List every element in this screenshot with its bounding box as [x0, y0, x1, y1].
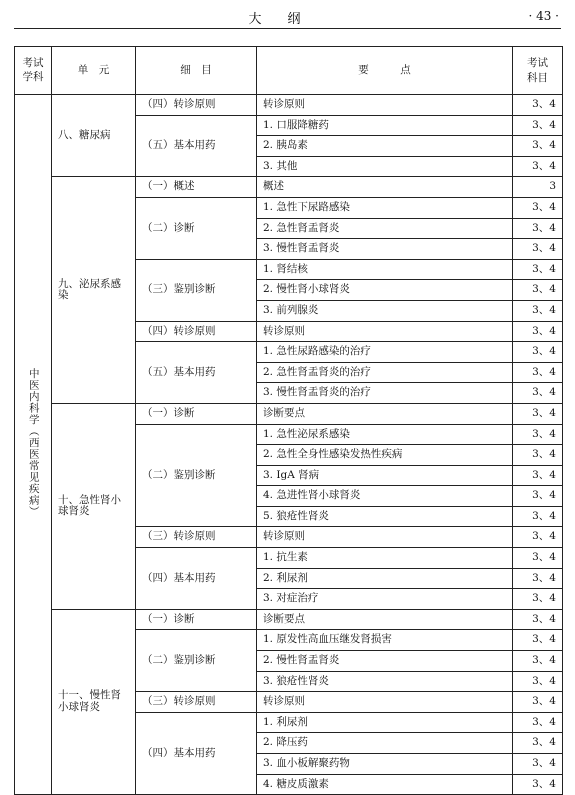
point-cell: 转诊原则	[257, 692, 513, 713]
point-cell: 3. 慢性肾盂肾炎	[257, 239, 513, 260]
point-cell: 1. 急性下尿路感染	[257, 197, 513, 218]
point-cell: 3. 其他	[257, 156, 513, 177]
table-row	[15, 609, 563, 630]
category-cell: （四）基本用药	[136, 712, 257, 794]
level-cell: 3、4	[513, 115, 563, 136]
point-cell: 3. 慢性肾盂肾炎的治疗	[257, 383, 513, 404]
level-cell: 3	[513, 177, 563, 198]
category-cell: （一）概述	[136, 177, 257, 198]
point-cell: 转诊原则	[257, 527, 513, 548]
level-cell: 3、4	[513, 95, 563, 116]
category-cell: （四）转诊原则	[136, 321, 257, 342]
level-cell: 3、4	[513, 486, 563, 507]
level-cell: 3、4	[513, 712, 563, 733]
level-cell: 3、4	[513, 424, 563, 445]
point-cell: 2. 胰岛素	[257, 136, 513, 157]
level-cell: 3、4	[513, 589, 563, 610]
table-row	[15, 403, 563, 424]
header-unit: 单 元	[52, 47, 136, 95]
point-cell: 3. 对症治疗	[257, 589, 513, 610]
category-cell: （二）鉴别诊断	[136, 424, 257, 527]
point-cell: 1. 抗生素	[257, 548, 513, 569]
unit-cell: 九、泌尿系感染	[52, 177, 136, 404]
header-category: 细 目	[136, 47, 257, 95]
level-cell: 3、4	[513, 280, 563, 301]
level-cell: 3、4	[513, 321, 563, 342]
header-subject: 考试学科	[15, 47, 52, 95]
category-cell: （五）基本用药	[136, 115, 257, 177]
category-cell: （二）诊断	[136, 197, 257, 259]
level-cell: 3、4	[513, 445, 563, 466]
point-cell: 4. 急进性肾小球肾炎	[257, 486, 513, 507]
level-cell: 3、4	[513, 609, 563, 630]
level-cell: 3、4	[513, 197, 563, 218]
table-body	[15, 95, 563, 795]
unit-cell: 八、糖尿病	[52, 95, 136, 177]
point-cell: 2. 急性全身性感染发热性疾病	[257, 445, 513, 466]
level-cell: 3、4	[513, 754, 563, 775]
level-cell: 3、4	[513, 136, 563, 157]
header-level: 考试科目	[513, 47, 563, 95]
point-cell: 转诊原则	[257, 321, 513, 342]
page-title: 大纲	[248, 12, 327, 27]
level-cell: 3、4	[513, 362, 563, 383]
point-cell: 诊断要点	[257, 403, 513, 424]
category-cell: （三）转诊原则	[136, 527, 257, 548]
level-cell: 3、4	[513, 774, 563, 795]
category-cell: （一）诊断	[136, 403, 257, 424]
category-cell: （三）鉴别诊断	[136, 259, 257, 321]
category-cell: （三）转诊原则	[136, 692, 257, 713]
unit-cell: 十一、慢性肾小球肾炎	[52, 609, 136, 794]
category-cell: （一）诊断	[136, 609, 257, 630]
category-cell: （四）转诊原则	[136, 95, 257, 116]
category-cell: （四）基本用药	[136, 548, 257, 610]
point-cell: 1. 利尿剂	[257, 712, 513, 733]
point-cell: 2. 降压药	[257, 733, 513, 754]
level-cell: 3、4	[513, 651, 563, 672]
point-cell: 3. IgA 肾病	[257, 465, 513, 486]
level-cell: 3、4	[513, 692, 563, 713]
level-cell: 3、4	[513, 630, 563, 651]
level-cell: 3、4	[513, 259, 563, 280]
table-row	[15, 95, 563, 116]
point-cell: 2. 利尿剂	[257, 568, 513, 589]
level-cell: 3、4	[513, 300, 563, 321]
level-cell: 3、4	[513, 506, 563, 527]
level-cell: 3、4	[513, 342, 563, 363]
point-cell: 2. 急性肾盂肾炎的治疗	[257, 362, 513, 383]
level-cell: 3、4	[513, 403, 563, 424]
page-header	[0, 0, 575, 30]
table-header-row	[15, 47, 563, 95]
point-cell: 3. 前列腺炎	[257, 300, 513, 321]
level-cell: 3、4	[513, 671, 563, 692]
point-cell: 2. 急性肾盂肾炎	[257, 218, 513, 239]
level-cell: 3、4	[513, 383, 563, 404]
unit-cell: 十、急性肾小球肾炎	[52, 403, 136, 609]
point-cell: 1. 原发性高血压继发肾损害	[257, 630, 513, 651]
point-cell: 诊断要点	[257, 609, 513, 630]
point-cell: 1. 肾结核	[257, 259, 513, 280]
point-cell: 1. 口服降糖药	[257, 115, 513, 136]
point-cell: 2. 慢性肾盂肾炎	[257, 651, 513, 672]
header-rule	[14, 28, 561, 29]
level-cell: 3、4	[513, 548, 563, 569]
point-cell: 1. 急性尿路感染的治疗	[257, 342, 513, 363]
point-cell: 3. 血小板解聚药物	[257, 754, 513, 775]
table-row	[15, 177, 563, 198]
level-cell: 3、4	[513, 568, 563, 589]
category-cell: （五）基本用药	[136, 342, 257, 404]
level-cell: 3、4	[513, 239, 563, 260]
subject-cell: 中医内科学（西医常见疾病）	[15, 95, 52, 795]
point-cell: 概述	[257, 177, 513, 198]
level-cell: 3、4	[513, 733, 563, 754]
level-cell: 3、4	[513, 465, 563, 486]
point-cell: 2. 慢性肾小球肾炎	[257, 280, 513, 301]
point-cell: 4. 糖皮质激素	[257, 774, 513, 795]
category-cell: （二）鉴别诊断	[136, 630, 257, 692]
point-cell: 1. 急性泌尿系感染	[257, 424, 513, 445]
level-cell: 3、4	[513, 527, 563, 548]
header-points: 要 点	[257, 47, 513, 95]
syllabus-table	[14, 46, 563, 795]
point-cell: 5. 狼疮性肾炎	[257, 506, 513, 527]
page-number: · 43 ·	[528, 9, 559, 23]
point-cell: 转诊原则	[257, 95, 513, 116]
point-cell: 3. 狼疮性肾炎	[257, 671, 513, 692]
level-cell: 3、4	[513, 218, 563, 239]
level-cell: 3、4	[513, 156, 563, 177]
